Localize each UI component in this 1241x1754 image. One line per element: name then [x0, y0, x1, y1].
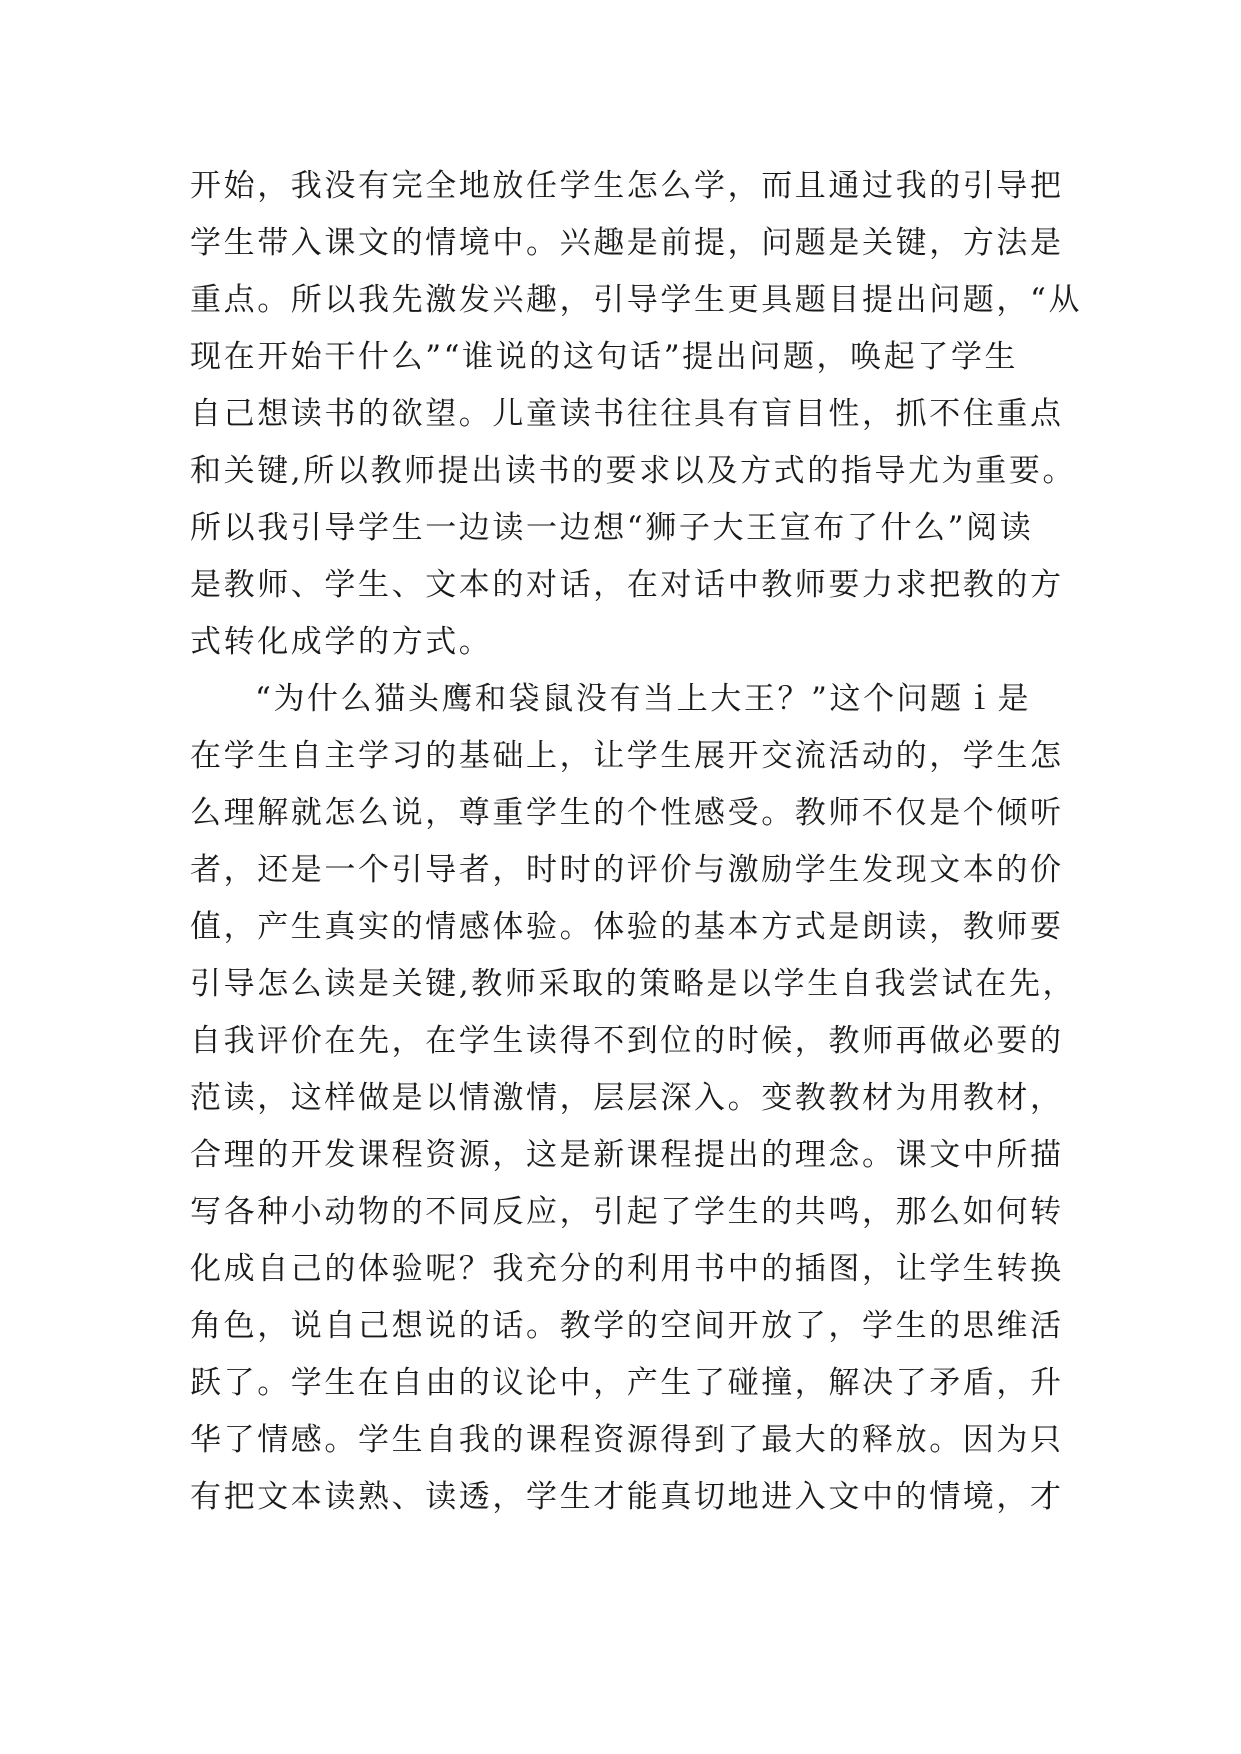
text-line-18: 合理的开发课程资源，这是新课程提出的理念。课文中所描	[190, 1137, 1064, 1173]
text-line-21: 角色，说自己想说的话。教学的空间开放了，学生的思维活	[190, 1308, 1064, 1344]
text-line-20: 化成自己的体验呢？我充分的利用书中的插图，让学生转换	[190, 1251, 1064, 1287]
text-line-11: 在学生自主学习的基础上，让学生展开交流活动的，学生怎	[190, 738, 1064, 774]
text-line-3: 重点。所以我先激发兴趣，引导学生更具题目提出问题，“从	[190, 282, 1083, 318]
text-line-10: “为什么猫头鹰和袋鼠没有当上大王？”这个问题ｉ是	[255, 681, 1032, 717]
text-line-1: 开始，我没有完全地放任学生怎么学，而且通过我的引导把	[190, 168, 1064, 204]
text-line-17: 范读，这样做是以情激情，层层深入。变教教材为用教材，	[190, 1080, 1064, 1116]
text-line-12: 么理解就怎么说，尊重学生的个性感受。教师不仅是个倾听	[190, 795, 1064, 831]
text-line-7: 所以我引导学生一边读一边想“狮子大王宣布了什么”阅读	[190, 510, 1034, 546]
text-line-16: 自我评价在先，在学生读得不到位的时候，教师再做必要的	[190, 1023, 1064, 1059]
text-line-15: 引导怎么读是关键,教师采取的策略是以学生自我尝试在先，	[190, 966, 1077, 1002]
text-line-24: 有把文本读熟、读透，学生才能真切地进入文中的情境，才	[190, 1479, 1064, 1515]
text-line-8: 是教师、学生、文本的对话，在对话中教师要力求把教的方	[190, 567, 1064, 603]
text-line-5: 自己想读书的欲望。儿童读书往往具有盲目性，抓不住重点	[190, 396, 1064, 432]
text-line-4: 现在开始干什么”“谁说的这句话”提出问题，唤起了学生	[190, 339, 1019, 375]
text-line-23: 华了情感。学生自我的课程资源得到了最大的释放。因为只	[190, 1422, 1064, 1458]
text-line-22: 跃了。学生在自由的议论中，产生了碰撞，解决了矛盾，升	[190, 1365, 1064, 1401]
text-line-9: 式转化成学的方式。	[190, 624, 493, 660]
text-line-2: 学生带入课文的情境中。兴趣是前提，问题是关键，方法是	[190, 225, 1064, 261]
text-line-13: 者，还是一个引导者，时时的评价与激励学生发现文本的价	[190, 852, 1064, 888]
text-line-19: 写各种小动物的不同反应，引起了学生的共鸣，那么如何转	[190, 1194, 1064, 1230]
body-text	[190, 158, 1083, 1526]
text-line-14: 值，产生真实的情感体验。体验的基本方式是朗读，教师要	[190, 909, 1064, 945]
text-line-6: 和关键,所以教师提出读书的要求以及方式的指导尤为重要。	[190, 453, 1077, 489]
